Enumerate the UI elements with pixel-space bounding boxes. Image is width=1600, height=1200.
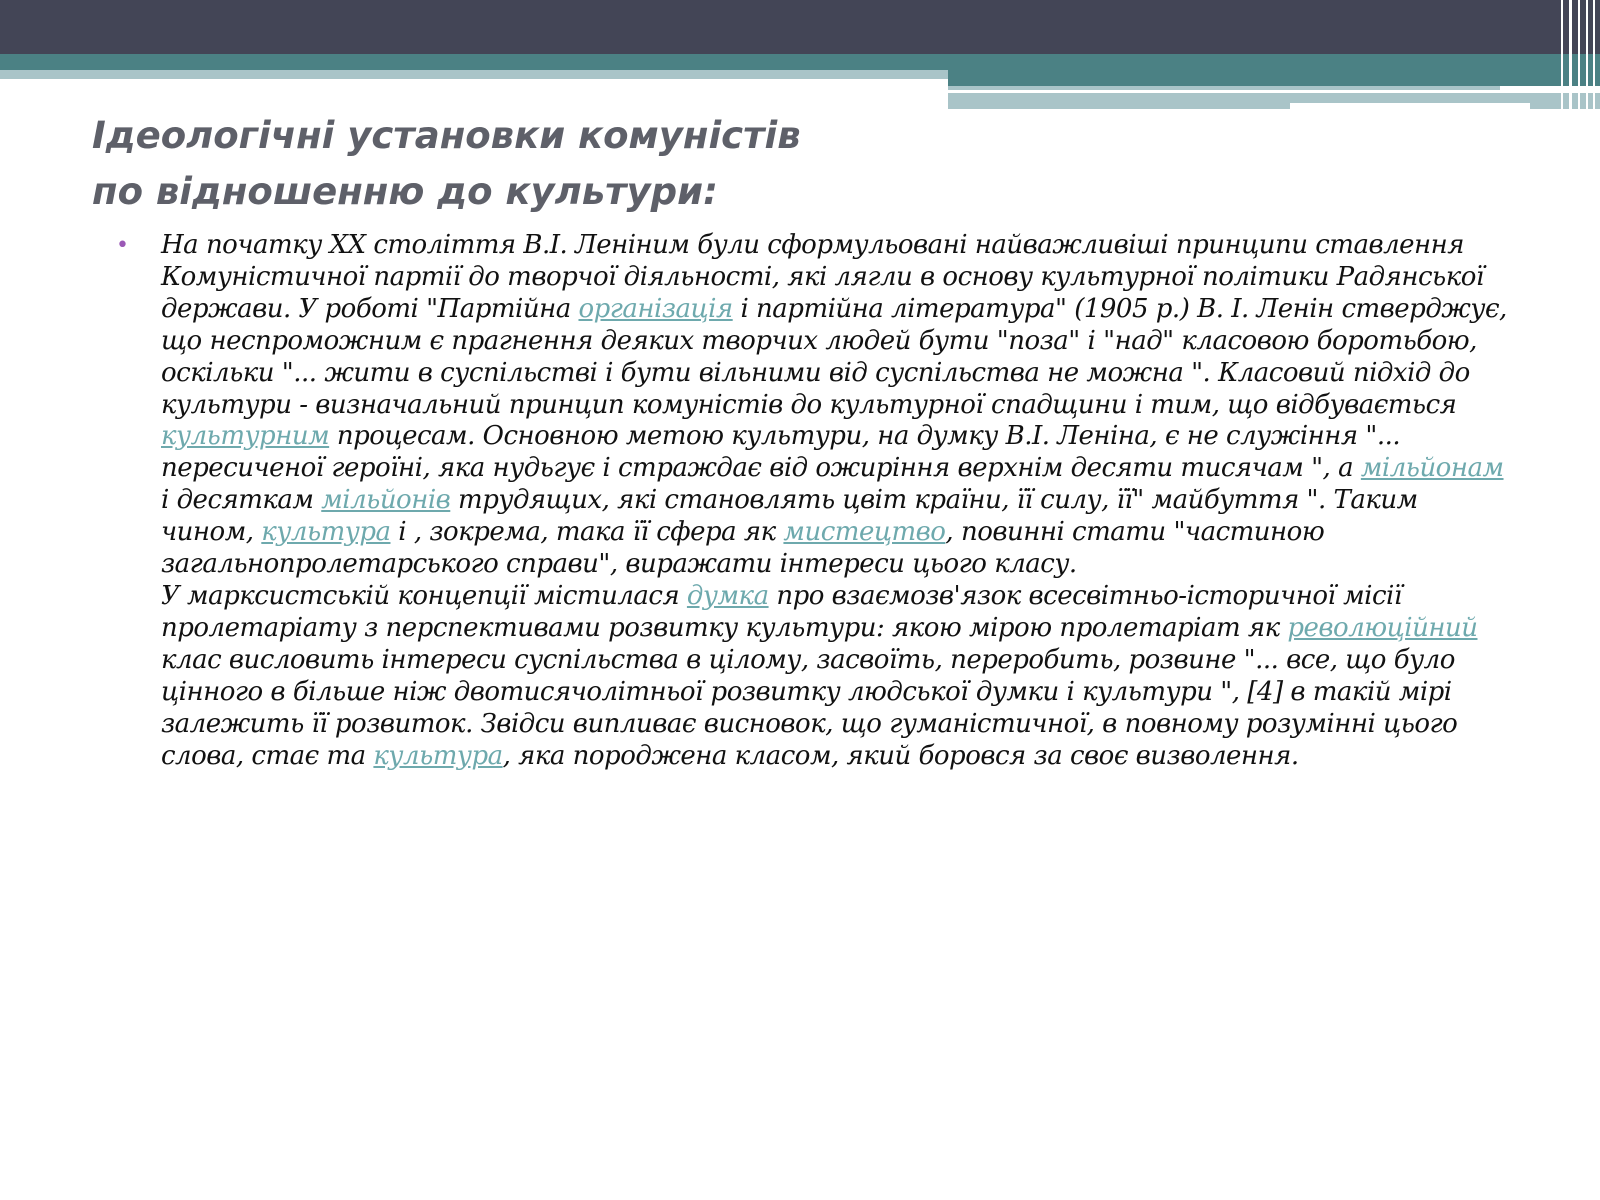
text-run: про взаємозв'язок всесвітньо-історичної місії пролетаріату з перспективами розвитку культури: якою мірою пролетаріат як (161, 580, 1402, 643)
hyperlink[interactable]: мільйонів (321, 485, 451, 516)
text-run: процесам. Основною метою культури, на думку В.І. Леніна, є не служіння "... пересиченої героїні, яка нудьгує і страждає від ожиріння верхнім десяти тисячам ", а (161, 421, 1401, 484)
header-light-bar-left (0, 70, 948, 79)
slide-title-line1: Ідеологічні установки комуністів (92, 114, 801, 157)
slide-title-line2: по відношенню до культури: (92, 170, 718, 213)
slide-content (116, 230, 1511, 772)
header-light-strip-right (948, 86, 1500, 90)
header-white-gap (1290, 103, 1530, 109)
hyperlink[interactable]: культура (261, 517, 391, 548)
hyperlink[interactable]: культура (373, 740, 503, 771)
hyperlink[interactable]: думка (686, 580, 769, 611)
text-run: У марксистській концепції містилася (161, 580, 687, 611)
text-run: клас висловить інтереси суспільства в цілому, засвоїть, переробить, розвине "... все, що було цінного в більше ніж двотисячолітньої розвитку людської думки і культури ", [4] в такій мірі залежить її розвиток. Звідси випливає висновок, що гуманістичної, в повному розумінні цього слова, стає та (161, 644, 1458, 771)
header-dark-bar (0, 0, 1600, 54)
bullet-text (161, 230, 1511, 772)
paragraph-1 (161, 230, 1507, 579)
hyperlink[interactable]: мільйонам (1360, 453, 1504, 484)
slide-title (92, 108, 1192, 220)
paragraph-2 (161, 581, 1477, 771)
text-run: і десяткам (161, 485, 322, 516)
text-run: На початку XX століття В.І. Леніним були сформульовані найважливіші принципи ставлення Комуністичної партії до творчої діяльності, які лягли в основу культурної політики Радянської держави. У роботі "Партійна (161, 230, 1484, 324)
header-vertical-stripes (1555, 0, 1600, 109)
hyperlink[interactable]: організація (578, 293, 733, 324)
bullet-item (116, 230, 1511, 772)
header-teal-bar-right (948, 70, 1600, 86)
hyperlink[interactable]: мистецтво (783, 517, 946, 548)
text-run: трудящих, які становлять цвіт країни, її силу, її" майбуття ". Таким чином, (161, 485, 1418, 548)
hyperlink[interactable]: революційний (1287, 612, 1478, 643)
text-run: і партійна література" (1905 р.) В. І. Ленін стверджує, що неспроможним є прагнення деяких творчих людей бути "поза" і "над" класовою боротьбою, оскільки "... жити в суспільстві і бути вільними від суспільства не можна ". Класовий підхід до культури - визначальний принцип комуністів до культурної спадщини і тим, що відбувається (161, 293, 1507, 420)
header-teal-bar (0, 54, 1600, 70)
bullet-icon: • (116, 233, 129, 258)
hyperlink[interactable]: культурним (161, 421, 330, 452)
text-run: , яка породжена класом, який боровся за своє визволення. (502, 740, 1299, 771)
text-run: і , зокрема, така її сфера як (390, 517, 784, 548)
text-run: , повинні стати "частиною загальнопролетарського справи", виражати інтереси цього класу. (161, 517, 1325, 580)
